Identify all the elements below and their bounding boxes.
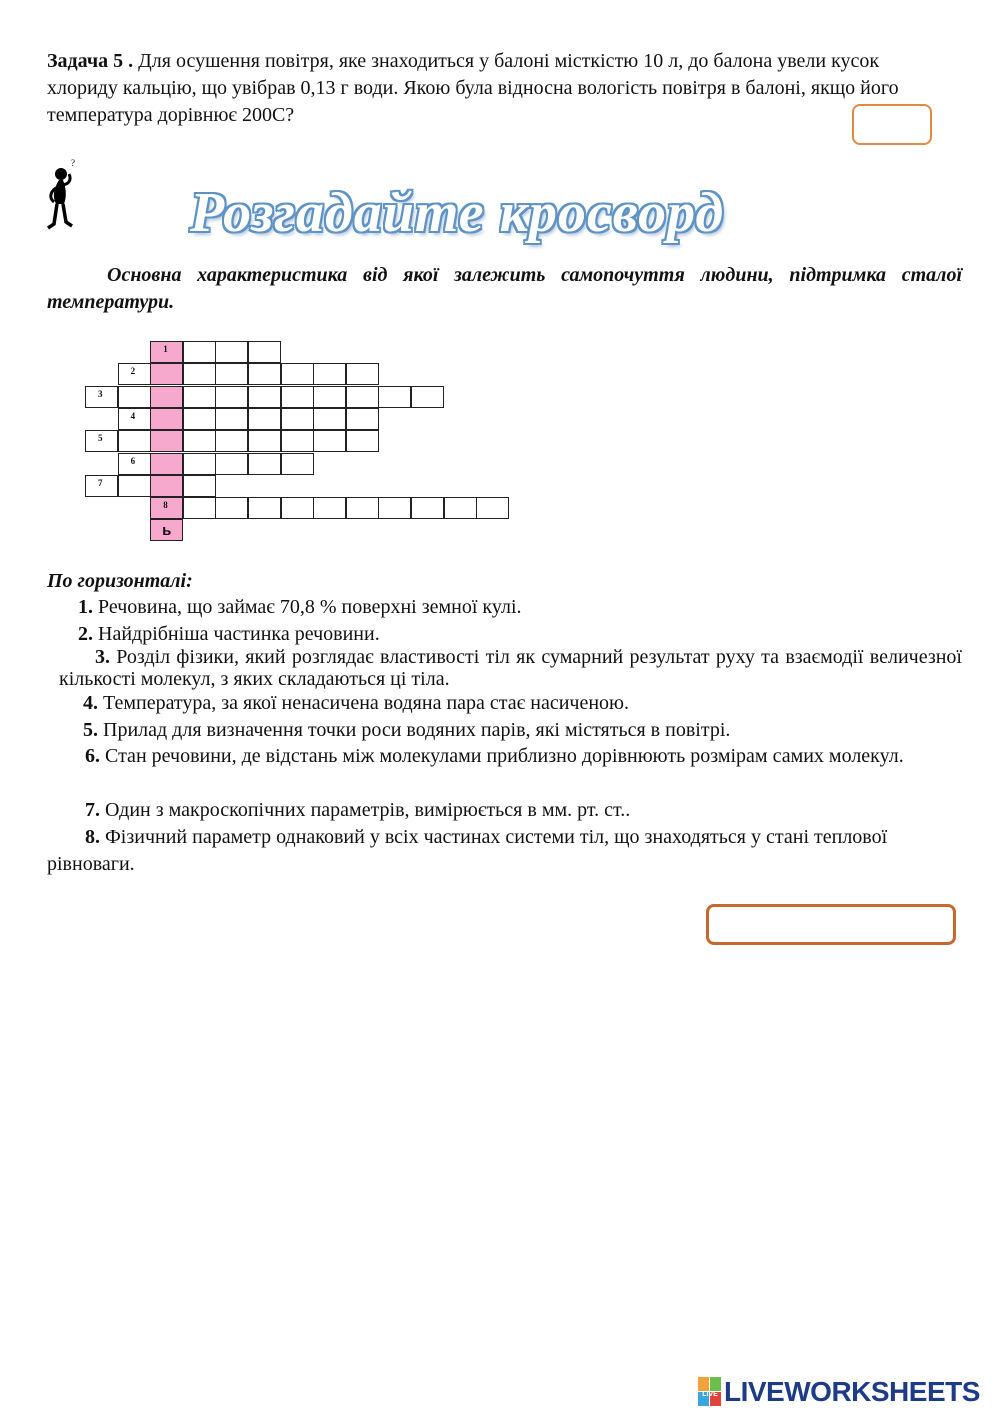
crossword-cell[interactable] — [281, 363, 314, 385]
crossword-key-cell[interactable] — [150, 519, 183, 541]
crossword-cell[interactable] — [248, 408, 281, 430]
crossword-cell[interactable] — [248, 453, 281, 475]
crossword-cell[interactable] — [411, 497, 444, 519]
clue-number: 3. — [95, 646, 110, 668]
clue-text: Фізичний параметр однаковий у всіх частинах системи тіл, що знаходяться у стані теплової рівноваги. — [47, 826, 888, 875]
crossword-key-cell[interactable] — [150, 341, 183, 363]
crossword-cell[interactable] — [183, 497, 216, 519]
clue-text: Речовина, що займає 70,8 % поверхні земної кулі. — [93, 596, 522, 618]
crossword-cell[interactable] — [118, 363, 151, 385]
crossword-key-cell[interactable] — [150, 453, 183, 475]
crossword-cell[interactable] — [346, 363, 379, 385]
crossword-cell[interactable] — [281, 453, 314, 475]
crossword-cell[interactable] — [215, 341, 248, 363]
clue-text: Стан речовини, де відстань між молекулами приблизно дорівнюють розмірам самих молекул. — [100, 745, 904, 767]
crossword-cell[interactable] — [248, 363, 281, 385]
task5-label: Задача 5 . — [47, 50, 134, 72]
clue-number: 2. — [78, 623, 93, 645]
crossword-cell[interactable] — [248, 341, 281, 363]
clue-2 — [47, 621, 993, 648]
clue-number: 7. — [85, 799, 100, 821]
crossword-cell[interactable] — [248, 430, 281, 452]
clue-text: Найдрібніша частинка речовини. — [93, 623, 380, 645]
crossword-cell[interactable] — [281, 430, 314, 452]
liveworksheets-logo-text: LIVEWORKSHEETS — [724, 1376, 980, 1407]
crossword-key-cell[interactable] — [150, 430, 183, 452]
clue-5 — [47, 717, 998, 744]
crossword-cell[interactable] — [118, 408, 151, 430]
clue-text: Один з макроскопічних параметрів, вимірюється в мм. рт. ст.. — [100, 799, 631, 821]
crossword-key-cell[interactable] — [150, 386, 183, 408]
crossword-cell[interactable] — [313, 386, 346, 408]
crossword-cell[interactable] — [378, 386, 411, 408]
clue-text: Розділ фізики, який розглядає властивості тіл як сумарний результат руху та взаємодії величезної кількості молекул, з яких складаються ці тіла. — [59, 646, 962, 690]
crossword-cell[interactable] — [313, 497, 346, 519]
clue-1 — [47, 594, 993, 621]
crossword-key-cell[interactable] — [150, 475, 183, 497]
crossword-cell[interactable] — [248, 386, 281, 408]
crossword-row-number: 8 — [163, 500, 168, 511]
task5-body: Для осушення повітря, яке знаходиться у балоні місткістю 10 л, до балона увели кусок хлориду кальцію, що увібрав 0,13 г води. Якою була відносна вологість повітря в балоні, якщо його температура дорівнює 200С? — [47, 50, 899, 126]
clue-number: 6. — [85, 745, 100, 767]
clue-4 — [47, 690, 998, 717]
crossword-cell[interactable] — [118, 475, 151, 497]
crossword-cell[interactable] — [183, 408, 216, 430]
clue-8 — [47, 824, 962, 878]
crossword-cell[interactable] — [378, 497, 411, 519]
crossword-cell[interactable] — [85, 475, 118, 497]
crossword-cell[interactable] — [215, 363, 248, 385]
crossword-row-number: 4 — [130, 410, 136, 421]
crossword-cell[interactable] — [118, 453, 151, 475]
crossword-key-cell[interactable] — [150, 363, 183, 385]
crossword-cell[interactable] — [346, 386, 379, 408]
crossword-cell[interactable] — [183, 453, 216, 475]
crossword-cell[interactable] — [118, 386, 151, 408]
clue-number: 8. — [85, 826, 100, 848]
crossword-cell[interactable] — [281, 497, 314, 519]
liveworksheets-logo[interactable] — [698, 1374, 994, 1410]
crossword-cell[interactable] — [183, 341, 216, 363]
crossword-row-number: 2 — [130, 366, 136, 377]
crossword-cell[interactable] — [281, 408, 314, 430]
crossword-cell[interactable] — [411, 386, 444, 408]
crossword-cell[interactable] — [444, 497, 477, 519]
crossword-cell[interactable] — [85, 386, 118, 408]
crossword-grid — [0, 0, 1000, 560]
crossword-cell[interactable] — [346, 408, 379, 430]
clues-heading: По горизонталі: — [47, 570, 193, 592]
crossword-cell[interactable] — [215, 386, 248, 408]
clue-number: 1. — [78, 596, 93, 618]
crossword-cell[interactable] — [313, 363, 346, 385]
crossword-cell[interactable] — [313, 408, 346, 430]
crossword-cell[interactable] — [215, 430, 248, 452]
crossword-title: Розгадайте кросворд — [190, 182, 725, 244]
liveworksheets-badge-icon — [698, 1377, 722, 1407]
crossword-cell[interactable] — [85, 430, 118, 452]
clue-3 — [47, 646, 962, 690]
crossword-key-cell[interactable] — [150, 408, 183, 430]
crossword-cell[interactable] — [215, 408, 248, 430]
crossword-row-number: 6 — [130, 455, 136, 466]
crossword-row-number: 5 — [98, 433, 103, 444]
crossword-given-letter: ь — [162, 522, 172, 540]
keyword-answer-input[interactable] — [706, 904, 956, 945]
clue-number: 4. — [83, 692, 98, 714]
clue-7 — [47, 797, 1000, 824]
clue-text: Прилад для визначення точки роси водяних парів, які містяться в повітрі. — [98, 719, 731, 741]
crossword-cell[interactable] — [183, 475, 216, 497]
crossword-cell[interactable] — [248, 497, 281, 519]
crossword-cell[interactable] — [215, 453, 248, 475]
crossword-key-cell[interactable] — [150, 497, 183, 519]
crossword-cell[interactable] — [183, 430, 216, 452]
crossword-cell[interactable] — [281, 386, 314, 408]
crossword-cell[interactable] — [476, 497, 509, 519]
keyword-question: Основна характеристика від якої залежить самопочуття людини, підтримка сталої температури. — [47, 264, 962, 313]
crossword-cell[interactable] — [215, 497, 248, 519]
clue-6 — [47, 743, 962, 770]
crossword-row-number: 1 — [163, 344, 168, 354]
clue-number: 5. — [83, 719, 98, 741]
crossword-row-number: 3 — [98, 388, 103, 399]
crossword-cell[interactable] — [118, 430, 151, 452]
crossword-cell[interactable] — [313, 430, 346, 452]
crossword-row-number: 7 — [98, 477, 103, 488]
crossword-cell[interactable] — [183, 363, 216, 385]
crossword-cell[interactable] — [346, 430, 379, 452]
badge-text: LIVE — [702, 1391, 718, 1398]
crossword-cell[interactable] — [183, 386, 216, 408]
clue-text: Температура, за якої ненасичена водяна пара стає насиченою. — [98, 692, 629, 714]
crossword-cell[interactable] — [346, 497, 379, 519]
svg-text:?: ? — [71, 158, 75, 168]
